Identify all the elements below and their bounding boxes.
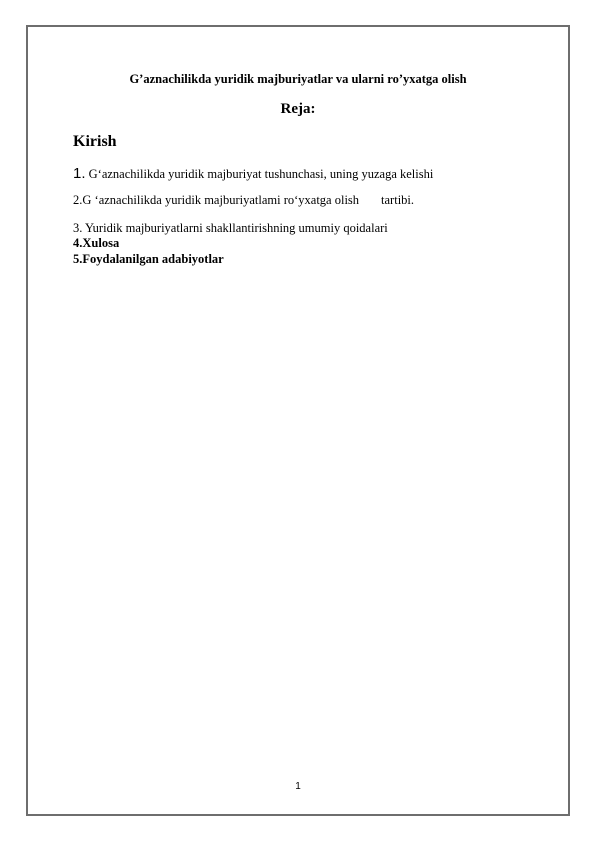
intro-heading: Kirish: [73, 133, 117, 150]
plan-item-4: 4.Xulosa: [73, 236, 120, 250]
plan-heading: Reja:: [280, 101, 316, 117]
plan-item-2: [73, 193, 414, 208]
plan-item-3: 3. Yuridik majburiyatlarni shakllantirishning umumiy qoidalari: [73, 221, 388, 235]
plan-item-5: 5.Foydalanilgan adabiyotlar: [73, 252, 224, 266]
plan-item-1-text: G‘aznachilikda yuridik majburiyat tushunchasi, uning yuzaga kelishi: [85, 167, 434, 181]
document-title: [0, 72, 596, 87]
page-number: 1: [295, 781, 301, 792]
document-title-text: G’aznachilikda yuridik majburiyatlar va ularni ro’yxatga olish: [129, 72, 467, 86]
plan-item-1-number: 1.: [73, 165, 86, 182]
plan-item-2-text: 2.G ‘aznachilikda yuridik majburiyatlami ro‘yxatga olish: [73, 193, 360, 207]
plan-item-1: [73, 165, 433, 182]
plan-item-2-tail: tartibi.: [381, 193, 415, 207]
